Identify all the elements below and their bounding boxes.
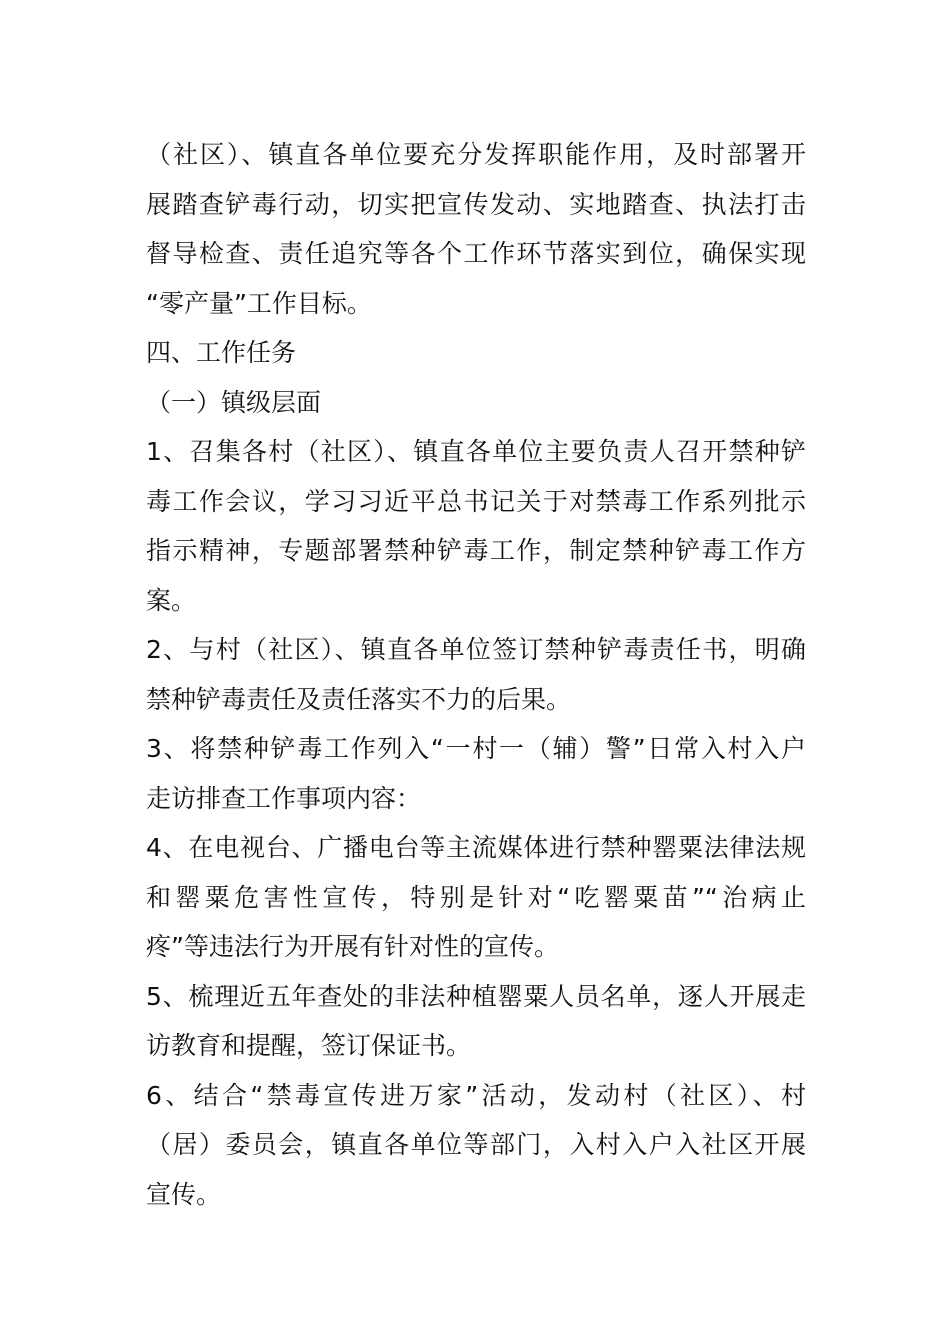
list-item-3-line: 3、将禁种铲毒工作列入“一村一（辅）警”日常入村入户 xyxy=(146,734,806,763)
list-item-4-line: 4、在电视台、广播电台等主流媒体进行禁种罂粟法律法规 xyxy=(146,833,806,862)
document-body xyxy=(146,130,806,1219)
list-item-1-line: 毒工作会议，学习习近平总书记关于对禁毒工作系列批示 xyxy=(146,486,806,516)
list-item-1-line: 案。 xyxy=(146,585,197,615)
list-item-5-line: 5、梳理近五年查处的非法种植罂粟人员名单，逐人开展走 xyxy=(146,981,806,1011)
list-item-6-line: 宣传。 xyxy=(146,1179,222,1209)
subsection-heading: （一）镇级层面 xyxy=(146,387,322,417)
text-line: （社区）、镇直各单位要充分发挥职能作用，及时部署开 xyxy=(146,140,806,169)
list-item-6-line: 6、结合“禁毒宣传进万家”活动，发动村（社区）、村 xyxy=(146,1080,806,1110)
list-item-5-line: 访教育和提醒，签订保证书。 xyxy=(146,1031,472,1060)
list-item-2-line: 禁种铲毒责任及责任落实不力的后果。 xyxy=(146,684,572,714)
list-item-1-line: 1、召集各村（社区）、镇直各单位主要负责人召开禁种铲 xyxy=(146,437,806,466)
list-item-4-line: 疼”等违法行为开展有针对性的宣传。 xyxy=(146,932,559,961)
list-item-3-line: 走访排查工作事项内容： xyxy=(146,783,422,813)
text-line: 督导检查、责任追究等各个工作环节落实到位，确保实现 xyxy=(146,239,806,268)
list-item-1-line: 指示精神，专题部署禁种铲毒工作，制定禁种铲毒工作方 xyxy=(146,536,806,565)
list-item-4-line: 和罂粟危害性宣传，特别是针对“吃罂粟苗”“治病止 xyxy=(146,882,806,912)
section-heading: 四、工作任务 xyxy=(146,338,297,367)
text-line: 展踏查铲毒行动，切实把宣传发动、实地踏查、执法打击 xyxy=(146,189,806,219)
text-line: “零产量”工作目标。 xyxy=(146,288,372,318)
list-item-6-line: （居）委员会，镇直各单位等部门，入村入户入社区开展 xyxy=(146,1130,806,1159)
list-item-2-line: 2、与村（社区）、镇直各单位签订禁种铲毒责任书，明确 xyxy=(146,635,806,664)
